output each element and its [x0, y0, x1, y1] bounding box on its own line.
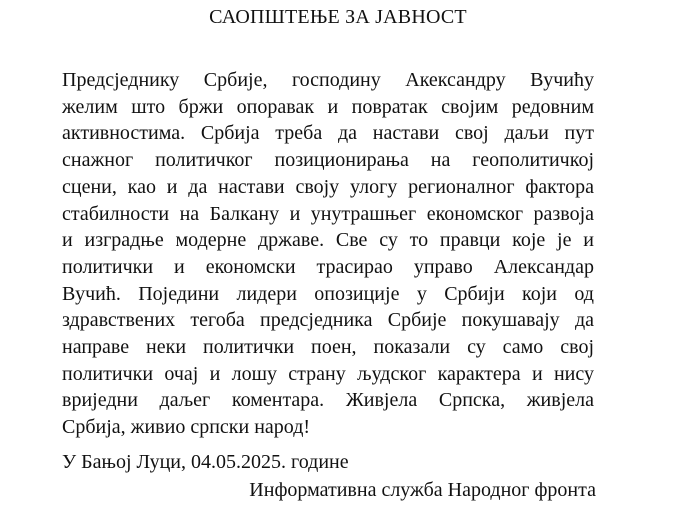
body-line: сцени, као и да настави своју улогу регионалног фактора — [62, 175, 594, 198]
body-line: Вучић. Поједини лидери опозиције у Србији који од — [62, 282, 594, 305]
body-line: вриједни даљег коментара. Живјела Српска, живјела — [62, 389, 594, 412]
body-line: направе неки политички поен, показали су само свој — [62, 336, 594, 359]
document-title: САОПШТЕЊЕ ЗА ЈАВНОСТ — [209, 6, 467, 28]
statement-body — [62, 67, 594, 441]
body-line: снажног политичког позиционирања на геополитичкој — [62, 149, 594, 172]
body-line: и изградње модерне државе. Све су то правци које је и — [62, 229, 594, 252]
body-line: политички и економски трасирао управо Александар — [62, 255, 594, 278]
body-line: Србија, живио српски народ! — [62, 416, 311, 439]
signature: Информативна служба Народног фронта — [249, 479, 596, 501]
place-date: У Бањој Луци, 04.05.2025. године — [62, 451, 349, 473]
body-line: стабилности на Балкану и унутрашњег економског развоја — [62, 202, 594, 225]
body-line: здравствених тегоба предсједника Србије покушавају да — [62, 309, 594, 332]
body-line: желим што бржи опоравак и повратак својим редовним — [62, 95, 594, 118]
body-line: Предсједнику Србије, господину Акександру Вучићу — [62, 69, 594, 91]
body-line: политички очај и лошу страну људског карактера и нису — [62, 362, 594, 385]
body-line: активностима. Србија треба да настави свој даљи пут — [62, 122, 594, 145]
